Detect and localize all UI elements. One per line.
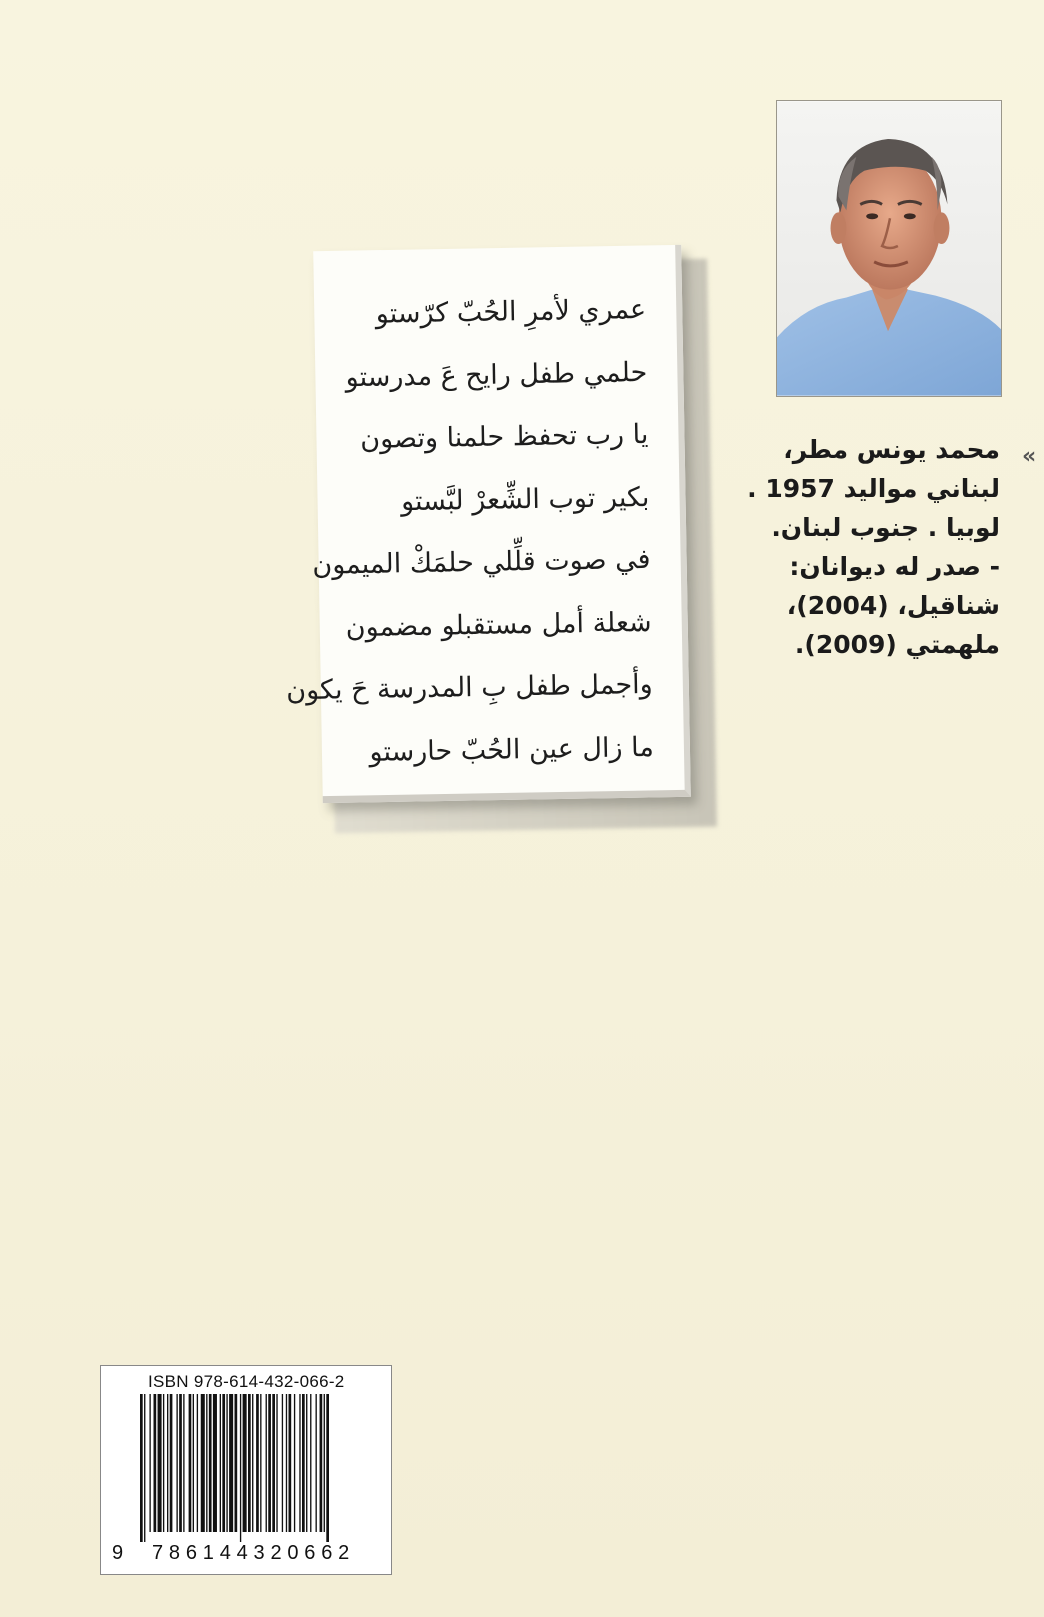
barcode-digits: 786144320662 [152,1542,356,1564]
barcode-bar [272,1394,275,1532]
poem-verse: شعلة أمل مستقبلو مضمون [345,606,652,643]
author-photo [776,100,1002,397]
barcode-bar [326,1394,329,1542]
author-bio [690,430,1000,664]
barcode-bar [149,1394,150,1532]
barcode-bar [229,1394,233,1532]
bio-line: - صدر له ديوانان: [789,552,1000,581]
barcode-bar [306,1394,307,1532]
barcode-bar [310,1394,311,1532]
barcode-bar [266,1394,267,1532]
barcode-bar [179,1394,182,1532]
barcode-bar [167,1394,168,1532]
barcode-bar [201,1394,205,1532]
barcode-bar [294,1394,295,1532]
barcode-bar [282,1394,283,1532]
barcode-bar [276,1394,277,1532]
bio-line: ملهمتي (2009). [794,630,1000,659]
barcode-bar [286,1394,287,1532]
barcode-bar [320,1394,323,1532]
poem-verse: في صوت قلِّلي حلمَكْ الميمون [312,543,651,581]
barcode-bar [222,1394,225,1532]
barcode-bar [158,1394,162,1532]
barcode-bar [302,1394,305,1532]
barcode-bar [316,1394,317,1532]
barcode-bar [183,1394,184,1532]
barcode-bar [209,1394,212,1532]
isbn-text: ISBN 978-614-432-066-2 [148,1372,345,1391]
poem-verse: حلمي طفل رايح عَ مدرستو [345,356,648,393]
poem-verse: يا رب تحفظ حلمنا وتصون [359,418,649,455]
poem-verse: ما زال عين الحُبّ حارستو [369,731,655,768]
barcode-bar [226,1394,227,1532]
barcode-bar [248,1394,251,1532]
poem-verse: بكير توب الشِّعرْ لبَّستو [400,481,650,517]
barcode-bar [170,1394,173,1532]
barcode-bar [176,1394,177,1532]
barcode-first-digit: 9 [112,1542,124,1564]
barcode-bar [193,1394,194,1532]
barcode-bar [268,1394,271,1532]
barcode-bar [213,1394,217,1532]
barcode-bar [154,1394,157,1532]
barcode-bar [289,1394,292,1532]
barcode-bar [163,1394,164,1532]
poem-text [285,279,655,785]
barcode-bar [256,1394,259,1532]
bio-line: لبناني مواليد 1957 . [747,474,1000,503]
barcode-bar [220,1394,221,1532]
barcode-bar [299,1394,300,1532]
barcode-bar [252,1394,253,1532]
edge-mark: « [1022,444,1037,469]
barcode-bar [243,1394,247,1532]
poem-verse: وأجمل طفل بِ المدرسة حَ يكون [285,668,653,707]
barcode-bar [240,1394,241,1542]
poem-verse: عمري لأمرِ الحُبّ كرّستو [375,293,647,330]
bio-line: شناقيل، (2004)، [786,591,1000,620]
barcode-bar [144,1394,145,1542]
barcode-bar [206,1394,207,1532]
barcode-bar [260,1394,261,1532]
barcode-bar [324,1394,325,1532]
barcode-bar [189,1394,192,1532]
barcode-bars [140,1394,374,1542]
author-name: محمد يونس مطر، [783,435,1000,464]
barcode-bar [197,1394,198,1532]
bio-line: لوبيا . جنوب لبنان. [771,513,1000,542]
barcode-bar [140,1394,143,1542]
barcode-bar [235,1394,238,1532]
